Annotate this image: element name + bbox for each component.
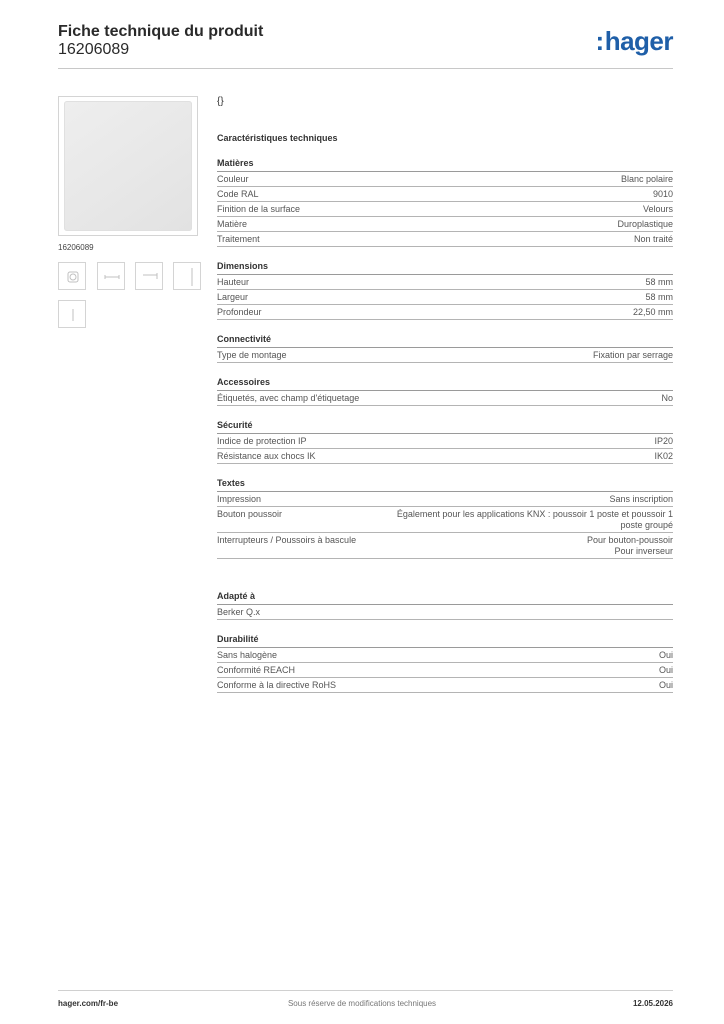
spec-value: IK02 [654, 451, 673, 461]
thumbnail-depth[interactable] [135, 262, 163, 290]
spec-row [217, 663, 673, 678]
thumbnail-vertical[interactable] [58, 300, 86, 328]
thumbnail-socket[interactable] [58, 262, 86, 290]
spec-value: Oui [658, 650, 673, 660]
width-arrow-icon [98, 263, 126, 291]
spec-value: 58 mm [645, 277, 673, 287]
header-divider [58, 68, 673, 69]
spec-row [217, 434, 673, 449]
section-heading: Adapté à [217, 591, 673, 605]
thumbnail-width[interactable] [97, 262, 125, 290]
section-heading: Accessoires [217, 377, 673, 391]
spec-label: Interrupteurs / Poussoirs à bascule [217, 535, 357, 545]
spec-label: Bouton poussoir [217, 509, 283, 519]
spec-label: Finition de la surface [217, 204, 301, 214]
spec-label: Conforme à la directive RoHS [217, 680, 337, 690]
spec-row [217, 202, 673, 217]
spec-label: Indice de protection IP [217, 436, 307, 446]
spec-value: No [661, 393, 673, 403]
spec-label: Impression [217, 494, 262, 504]
spec-value [270, 607, 673, 618]
spec-row [217, 217, 673, 232]
height-arrow-icon [174, 263, 202, 291]
spec-label: Largeur [217, 292, 249, 302]
spec-row [217, 275, 673, 290]
spec-value: Duroplastique [617, 219, 673, 229]
section-connectivite [217, 334, 673, 363]
spec-value: Également pour les applications KNX : poussoir 1 poste et poussoir 1 poste groupé [396, 509, 673, 530]
placeholder-braces: {} [217, 96, 224, 107]
spec-row [217, 172, 673, 187]
spec-label: Couleur [217, 174, 249, 184]
product-reference: 16206089 [58, 41, 130, 58]
spec-row [217, 533, 673, 559]
spec-label: Hauteur [217, 277, 250, 287]
section-heading: Durabilité [217, 634, 673, 648]
section-heading: Sécurité [217, 420, 673, 434]
spec-label: Résistance aux chocs IK [217, 451, 316, 461]
section-heading: Matières [217, 158, 673, 172]
spec-row [217, 232, 673, 247]
vertical-arrow-icon [59, 301, 87, 329]
page-header [58, 22, 673, 70]
spec-value: Fixation par serrage [592, 350, 673, 360]
section-heading: Textes [217, 478, 673, 492]
section-durabilite [217, 634, 673, 693]
spec-row [217, 305, 673, 320]
spec-label: Conformité REACH [217, 665, 296, 675]
spec-row [217, 492, 673, 507]
spec-value: 58 mm [645, 292, 673, 302]
spec-label: Code RAL [217, 189, 259, 199]
document-title: Fiche technique du produit [58, 23, 264, 40]
spec-value: Oui [658, 680, 673, 690]
cover-plate-image [64, 101, 192, 231]
spec-label: Type de montage [217, 350, 287, 360]
spec-row [217, 290, 673, 305]
spec-value: Pour bouton-poussoir Pour inverseur [586, 535, 673, 556]
section-matieres [217, 158, 673, 247]
spec-label: Profondeur [217, 307, 262, 317]
spec-value: IP20 [654, 436, 673, 446]
section-spacer [217, 559, 673, 577]
spec-value: Non traité [633, 234, 673, 244]
spec-row [217, 648, 673, 663]
section-textes [217, 478, 673, 559]
spec-label: Étiquetés, avec champ d'étiquetage [217, 393, 360, 403]
spec-label: Traitement [217, 234, 260, 244]
spec-content [217, 96, 673, 693]
section-accessoires [217, 377, 673, 406]
footer-website-link[interactable]: hager.com/fr-be [58, 999, 119, 1008]
spec-value: Blanc polaire [620, 174, 673, 184]
product-image[interactable] [58, 96, 198, 236]
spec-label: Matière [217, 219, 248, 229]
thumbnail-height[interactable] [173, 262, 201, 290]
spec-value: 9010 [652, 189, 673, 199]
spec-value: Sans inscription [609, 494, 673, 504]
spec-row [217, 187, 673, 202]
product-image-caption: 16206089 [58, 243, 94, 252]
spec-row [217, 507, 673, 533]
spec-title: Caractéristiques techniques [217, 133, 338, 143]
spec-row [217, 391, 673, 406]
footer-divider [58, 990, 673, 991]
spec-row [217, 678, 673, 693]
logo-text: hager [604, 26, 673, 56]
section-dimensions [217, 261, 673, 320]
section-heading: Dimensions [217, 261, 673, 275]
spec-row [217, 348, 673, 363]
spec-row [217, 449, 673, 464]
section-heading: Connectivité [217, 334, 673, 348]
section-securite [217, 420, 673, 464]
spec-value: 22,50 mm [632, 307, 673, 317]
spec-row [217, 605, 673, 620]
hager-logo: :hager [595, 26, 673, 56]
socket-icon [59, 263, 87, 291]
footer-notice: Sous réserve de modifications techniques [287, 999, 437, 1008]
spec-value: Velours [642, 204, 673, 214]
spec-label: Berker Q.x [217, 607, 261, 617]
footer-date: 12.05.2026 [632, 999, 673, 1008]
section-adapte [217, 591, 673, 620]
spec-label: Sans halogène [217, 650, 278, 660]
spec-value: Oui [658, 665, 673, 675]
depth-arrow-icon [136, 263, 164, 291]
